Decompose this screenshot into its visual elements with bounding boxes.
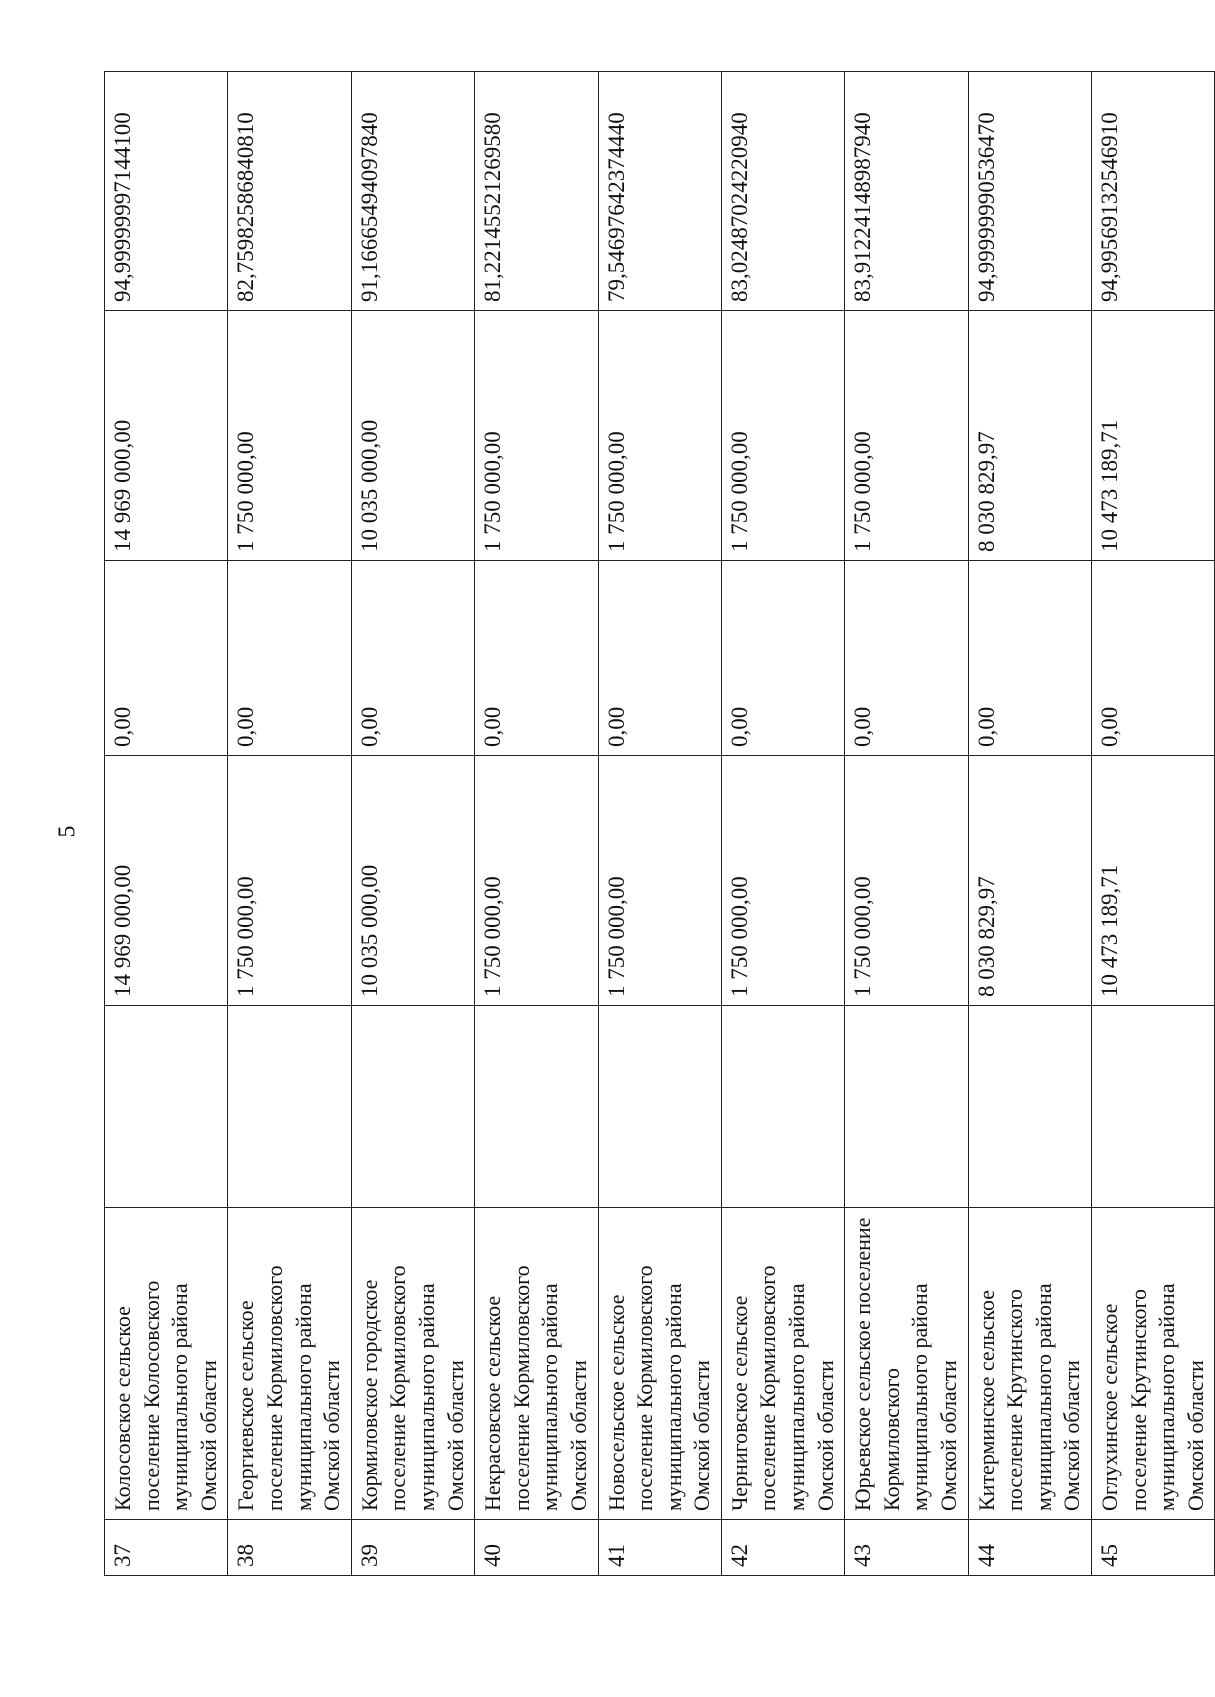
page-number: 5 xyxy=(54,825,81,838)
cell-col-a xyxy=(351,1006,474,1208)
table-row xyxy=(1092,72,1215,1576)
row-number: 37 xyxy=(105,1520,228,1576)
cell-col-b: 1 750 000,00 xyxy=(228,756,351,1006)
table-row xyxy=(475,72,598,1576)
cell-col-a xyxy=(105,1006,228,1208)
municipality-name: Колосовское сельское поселение Колосовского муниципального района Омской области xyxy=(105,1208,228,1520)
allocation-table xyxy=(104,71,1215,1576)
document-table-area xyxy=(104,72,1208,1576)
table-row xyxy=(968,72,1091,1576)
cell-col-e: 83,91224148987940 xyxy=(845,72,968,311)
cell-col-b: 1 750 000,00 xyxy=(721,756,844,1006)
row-number: 43 xyxy=(845,1520,968,1576)
row-number: 42 xyxy=(721,1520,844,1576)
table-row xyxy=(351,72,474,1576)
cell-col-e: 82,75982586840810 xyxy=(228,72,351,311)
cell-col-e: 79,54697642374440 xyxy=(598,72,721,311)
cell-col-a xyxy=(1092,1006,1215,1208)
row-number: 38 xyxy=(228,1520,351,1576)
table-body xyxy=(105,72,1215,1576)
cell-col-d: 1 750 000,00 xyxy=(845,311,968,561)
cell-col-c: 0,00 xyxy=(968,561,1091,756)
cell-col-b: 14 969 000,00 xyxy=(105,756,228,1006)
row-number: 44 xyxy=(968,1520,1091,1576)
cell-col-a xyxy=(968,1006,1091,1208)
cell-col-d: 1 750 000,00 xyxy=(475,311,598,561)
cell-col-c: 0,00 xyxy=(721,561,844,756)
cell-col-a xyxy=(845,1006,968,1208)
cell-col-b: 1 750 000,00 xyxy=(598,756,721,1006)
cell-col-e: 81,22145521269580 xyxy=(475,72,598,311)
municipality-name: Георгиевское сельское поселение Кормиловского муниципального района Омской области xyxy=(228,1208,351,1520)
cell-col-c: 0,00 xyxy=(845,561,968,756)
cell-col-a xyxy=(228,1006,351,1208)
cell-col-a xyxy=(475,1006,598,1208)
row-number: 40 xyxy=(475,1520,598,1576)
table-row xyxy=(105,72,228,1576)
cell-col-d: 1 750 000,00 xyxy=(721,311,844,561)
cell-col-d: 10 473 189,71 xyxy=(1092,311,1215,561)
cell-col-e: 83,02487024220940 xyxy=(721,72,844,311)
cell-col-d: 14 969 000,00 xyxy=(105,311,228,561)
cell-col-a xyxy=(598,1006,721,1208)
cell-col-b: 1 750 000,00 xyxy=(475,756,598,1006)
cell-col-b: 8 030 829,97 xyxy=(968,756,1091,1006)
cell-col-b: 10 473 189,71 xyxy=(1092,756,1215,1006)
cell-col-c: 0,00 xyxy=(1092,561,1215,756)
municipality-name: Юрьевское сельское поселение Кормиловского муниципального района Омской области xyxy=(845,1208,968,1520)
cell-col-c: 0,00 xyxy=(475,561,598,756)
cell-col-c: 0,00 xyxy=(351,561,474,756)
row-number: 39 xyxy=(351,1520,474,1576)
table-row xyxy=(228,72,351,1576)
cell-col-d: 8 030 829,97 xyxy=(968,311,1091,561)
cell-col-c: 0,00 xyxy=(598,561,721,756)
row-number: 41 xyxy=(598,1520,721,1576)
cell-col-b: 1 750 000,00 xyxy=(845,756,968,1006)
municipality-name: Новосельское сельское поселение Кормиловского муниципального района Омской области xyxy=(598,1208,721,1520)
table-row xyxy=(721,72,844,1576)
cell-col-b: 10 035 000,00 xyxy=(351,756,474,1006)
rotated-table-container xyxy=(104,72,1208,1576)
municipality-name: Черниговское сельское поселение Кормиловского муниципального района Омской области xyxy=(721,1208,844,1520)
cell-col-e: 94,99999997144100 xyxy=(105,72,228,311)
cell-col-e: 91,16665494097840 xyxy=(351,72,474,311)
cell-col-d: 10 035 000,00 xyxy=(351,311,474,561)
cell-col-e: 94,99569132546910 xyxy=(1092,72,1215,311)
table-row xyxy=(845,72,968,1576)
row-number: 45 xyxy=(1092,1520,1215,1576)
cell-col-c: 0,00 xyxy=(105,561,228,756)
municipality-name: Оглухинское сельское поселение Крутинского муниципального района Омской области xyxy=(1092,1208,1215,1520)
municipality-name: Кормиловское городское поселение Кормиловского муниципального района Омской области xyxy=(351,1208,474,1520)
municipality-name: Некрасовское сельское поселение Кормиловского муниципального района Омской области xyxy=(475,1208,598,1520)
cell-col-c: 0,00 xyxy=(228,561,351,756)
table-row xyxy=(598,72,721,1576)
cell-col-d: 1 750 000,00 xyxy=(598,311,721,561)
cell-col-a xyxy=(721,1006,844,1208)
cell-col-e: 94,99999990536470 xyxy=(968,72,1091,311)
municipality-name: Китерминское сельское поселение Крутинского муниципального района Омской области xyxy=(968,1208,1091,1520)
cell-col-d: 1 750 000,00 xyxy=(228,311,351,561)
